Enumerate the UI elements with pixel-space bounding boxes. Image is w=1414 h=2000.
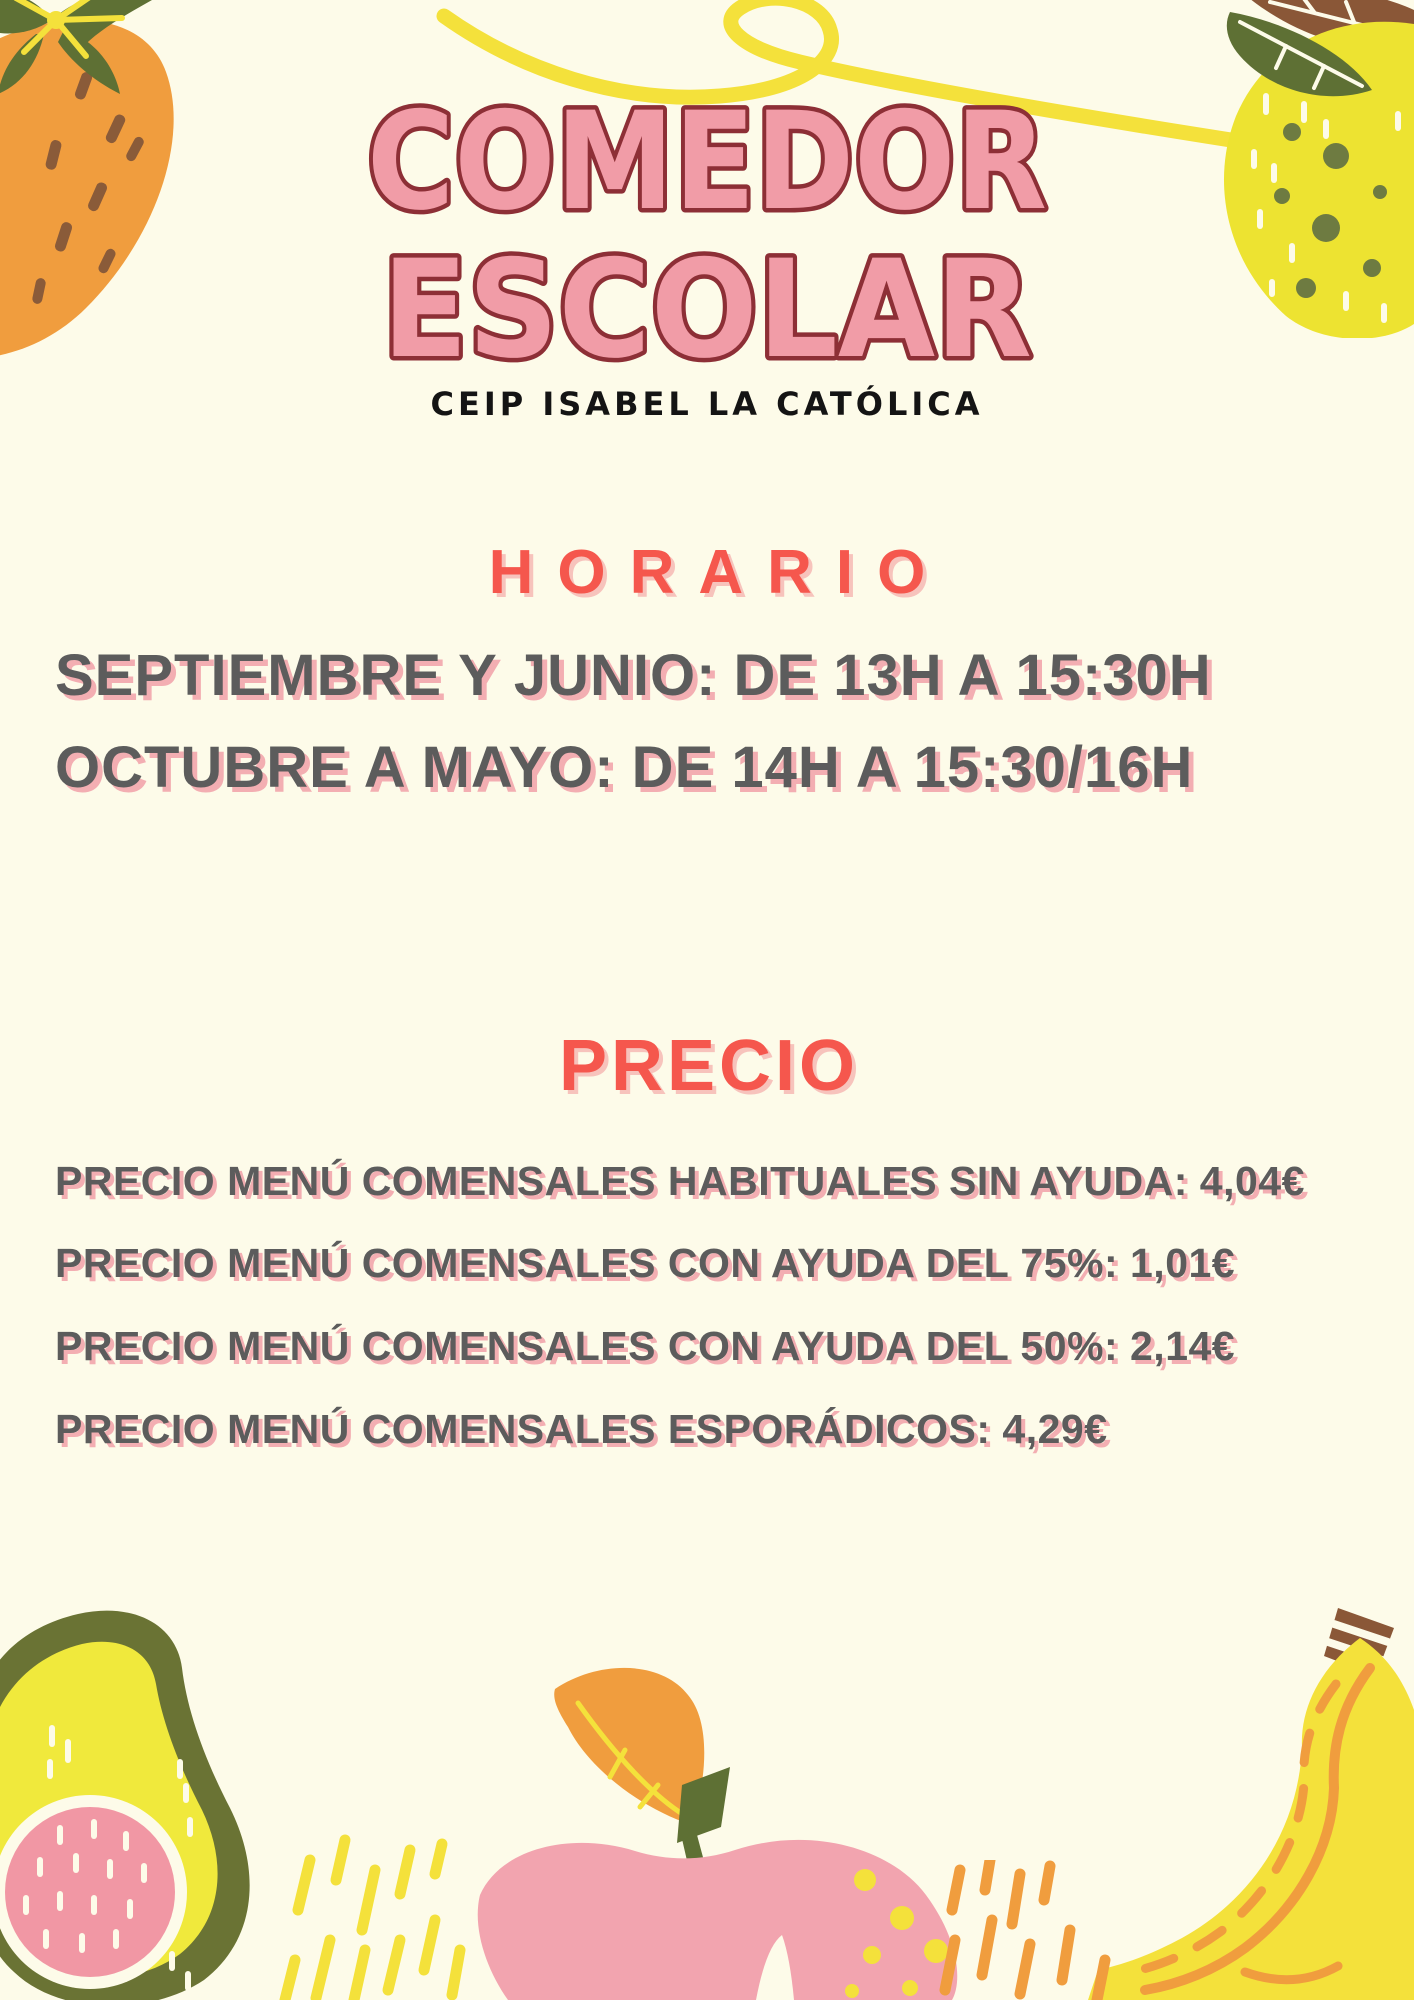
price-line-3: PRECIO MENÚ COMENSALES CON AYUDA DEL 50%: 2,14€ <box>55 1323 1236 1369</box>
poster-title <box>0 0 1414 380</box>
school-name-subtitle: CEIP ISABEL LA CATÓLICA <box>430 385 984 423</box>
price-line-2: PRECIO MENÚ COMENSALES CON AYUDA DEL 75%: 1,01€ <box>55 1240 1236 1286</box>
schedule-line-1: SEPTIEMBRE Y JUNIO: DE 13H A 15:30H <box>55 643 1212 708</box>
price-line-4: PRECIO MENÚ COMENSALES ESPORÁDICOS: 4,29€ <box>55 1406 1108 1452</box>
avocado-illustration <box>0 1610 290 2000</box>
horario-heading: HORARIO <box>488 538 950 607</box>
precio-heading: PRECIO <box>558 1026 860 1106</box>
schedule-line-2: OCTUBRE A MAYO: DE 14H A 15:30/16H <box>55 735 1194 800</box>
title-line-comedor: COMEDOR <box>367 83 1047 240</box>
orange-dashes <box>930 1860 1170 2000</box>
yellow-dashes <box>270 1830 480 2000</box>
price-line-1: PRECIO MENÚ COMENSALES HABITUALES SIN AYUDA: 4,04€ <box>55 1158 1305 1204</box>
apple-illustration <box>420 1655 1000 2000</box>
title-line-escolar: ESCOLAR <box>382 231 1032 380</box>
